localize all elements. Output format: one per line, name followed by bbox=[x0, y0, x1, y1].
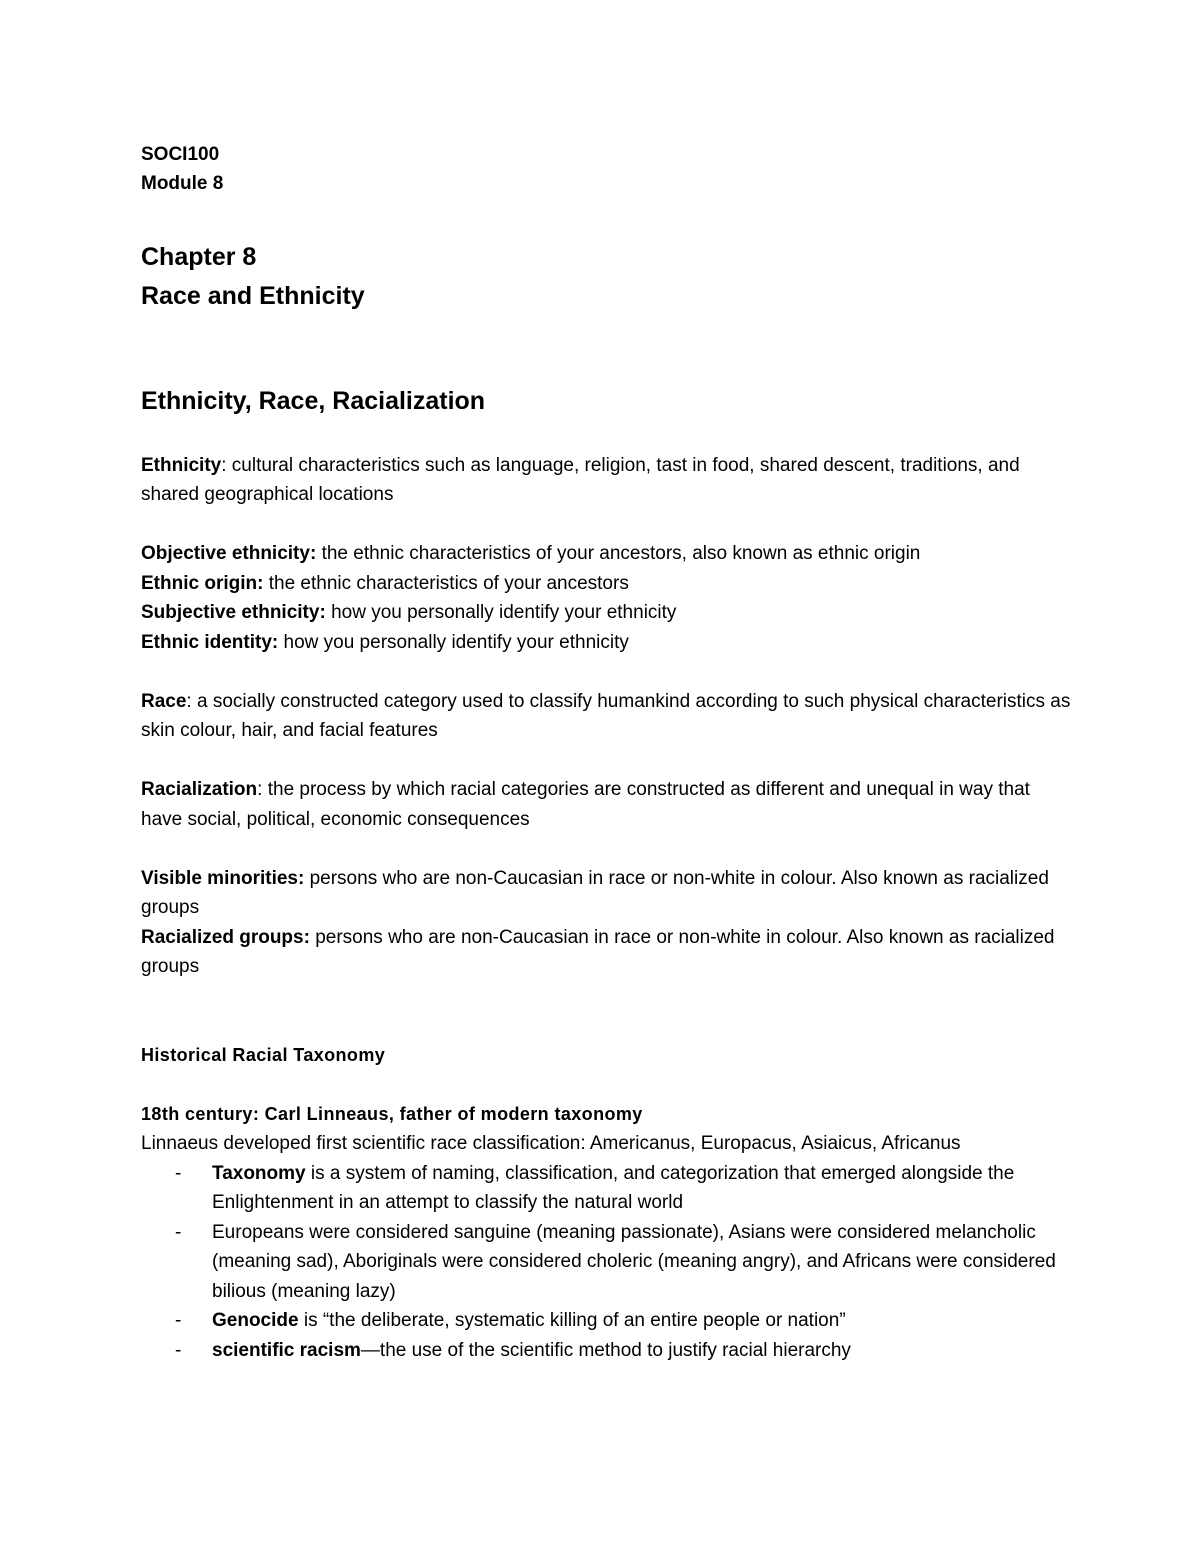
bullet-term: scientific racism bbox=[212, 1339, 361, 1361]
definition-subjective-ethnicity bbox=[141, 598, 1071, 628]
definition-text: a socially constructed category used to classify humankind according to such physical characteristics as skin colour, hair, and facial features bbox=[141, 690, 1071, 741]
definition-ethnic-identity bbox=[141, 628, 1071, 658]
list-item bbox=[141, 1159, 1071, 1218]
definition-term: Visible minorities: bbox=[141, 867, 305, 889]
bullet-term: Taxonomy bbox=[212, 1162, 306, 1184]
definition-text: persons who are non-Caucasian in race or non-white in colour. Also known as racialized groups bbox=[141, 867, 1049, 918]
definition-term: Subjective ethnicity: bbox=[141, 602, 326, 623]
chapter-title: Race and Ethnicity bbox=[141, 282, 365, 310]
definition-racialized-groups bbox=[141, 923, 1071, 982]
section-heading-taxonomy: Historical Racial Taxonomy bbox=[141, 1044, 386, 1065]
definition-separator: : bbox=[186, 690, 197, 712]
list-item bbox=[141, 1306, 1071, 1336]
definition-separator: : bbox=[257, 779, 268, 800]
definition-term: Racialization bbox=[141, 779, 258, 800]
bullet-text: Europeans were considered sanguine (meaning passionate), Asians were considered melancholic (meaning sad), Aboriginals were considered choleric (meaning angry), and Africans were considered bilious (meaning lazy) bbox=[212, 1221, 1056, 1302]
definition-visible-minorities bbox=[141, 864, 1071, 923]
definition-text: cultural characteristics such as language, religion, tast in food, shared descent, traditions, and shared geographical locations bbox=[141, 454, 1020, 505]
definition-term: Racialized groups: bbox=[141, 926, 310, 948]
definition-racialization bbox=[141, 775, 1071, 834]
bullet-text: is a system of naming, classification, and categorization that emerged alongside the Enlightenment in an attempt to classify the natural world bbox=[212, 1162, 1015, 1213]
taxonomy-bullet-list bbox=[141, 1159, 1071, 1366]
definition-objective-ethnicity bbox=[141, 539, 1071, 569]
definition-ethnic-origin bbox=[141, 569, 1071, 599]
course-header bbox=[141, 140, 1071, 198]
definition-race bbox=[141, 687, 1071, 746]
bullet-text: —the use of the scientific method to justify racial hierarchy bbox=[360, 1339, 851, 1361]
taxonomy-intro: Linnaeus developed first scientific race classification: Americanus, Europacus, Asiaicus, Africanus bbox=[141, 1133, 961, 1154]
definition-separator: : bbox=[221, 454, 232, 476]
definition-text: how you personally identify your ethnicity bbox=[331, 602, 677, 623]
list-item bbox=[141, 1336, 1071, 1366]
definition-text: persons who are non-Caucasian in race or non-white in colour. Also known as racialized groups bbox=[141, 926, 1055, 977]
definition-term: Race bbox=[141, 690, 187, 712]
list-item bbox=[141, 1218, 1071, 1307]
section-heading-ethnicity: Ethnicity, Race, Racialization bbox=[141, 387, 486, 415]
bullet-dash: - bbox=[175, 1339, 182, 1361]
definition-term: Ethnic identity: bbox=[141, 631, 279, 653]
definition-text: how you personally identify your ethnicity bbox=[283, 631, 629, 653]
bullet-term: Genocide bbox=[212, 1310, 299, 1331]
document-page bbox=[141, 140, 1071, 1365]
definition-term: Ethnicity bbox=[141, 454, 222, 476]
definition-text: the ethnic characteristics of your ancestors, also known as ethnic origin bbox=[321, 543, 921, 564]
definition-text: the ethnic characteristics of your ancestors bbox=[268, 572, 629, 594]
definition-term: Ethnic origin: bbox=[141, 572, 264, 594]
bullet-dash: - bbox=[175, 1162, 182, 1184]
bullet-dash: - bbox=[175, 1310, 182, 1331]
module-label: Module 8 bbox=[141, 173, 224, 194]
course-code: SOCI100 bbox=[141, 144, 220, 165]
chapter-header bbox=[141, 238, 1071, 316]
bullet-dash: - bbox=[175, 1221, 182, 1243]
definition-ethnicity bbox=[141, 451, 1071, 510]
definition-text: the process by which racial categories are constructed as different and unequal in way that have social, political, economic consequences bbox=[141, 779, 1030, 830]
taxonomy-subheading: 18th century: Carl Linneaus, father of modern taxonomy bbox=[141, 1103, 643, 1124]
chapter-number: Chapter 8 bbox=[141, 243, 257, 271]
bullet-text: is “the deliberate, systematic killing of an entire people or nation” bbox=[298, 1310, 846, 1331]
definition-term: Objective ethnicity: bbox=[141, 543, 317, 564]
